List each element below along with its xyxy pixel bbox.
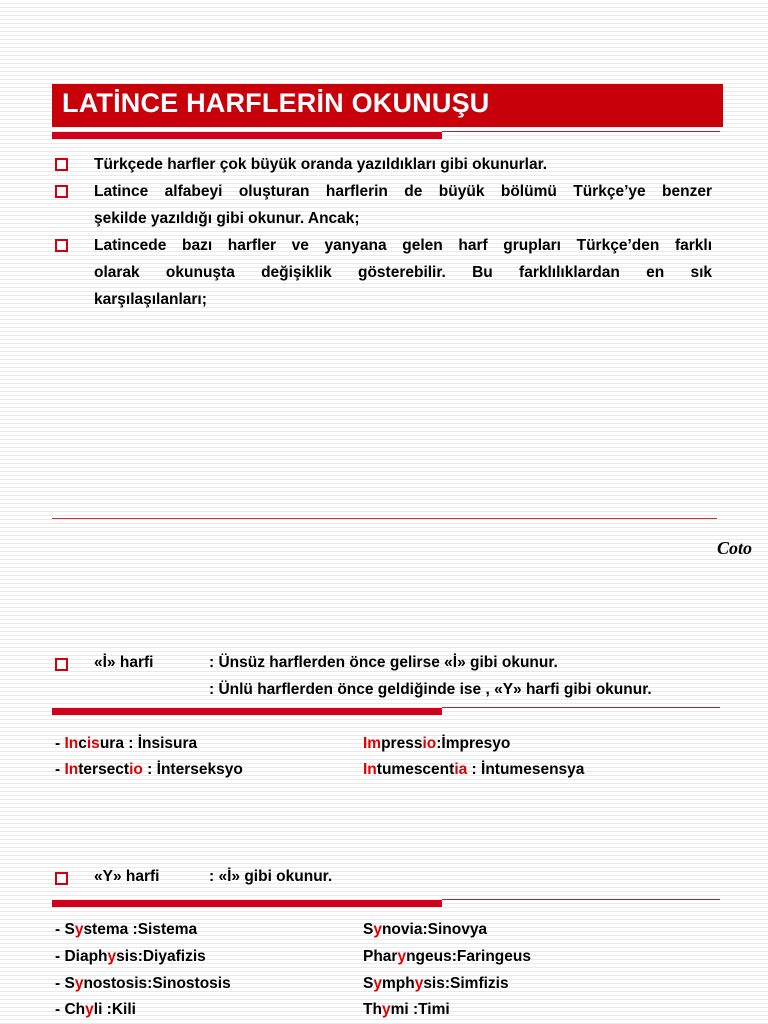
title-underline-red [52, 132, 442, 139]
bullet-square-icon [55, 239, 68, 252]
y-rule-underline-thin [442, 899, 720, 900]
bullet-square-icon [55, 158, 68, 171]
title-underline-thin [442, 131, 720, 132]
slide-divider [52, 518, 717, 519]
y-example-right-1: Synovia:Sinovya [363, 921, 488, 938]
page-title: LATİNCE HARFLERİN OKUNUŞU [62, 88, 490, 118]
i-example-left-2: - Intersectio : İnterseksyo [55, 761, 243, 778]
y-example-left-1: - Systema :Sistema [55, 921, 198, 938]
i-rule-label: «İ» harfi [94, 654, 154, 671]
bullet-square-icon [55, 185, 68, 198]
y-example-left-3: - Synostosis:Sinostosis [55, 975, 231, 992]
bullet-text-2: Latince alfabeyi oluşturan harflerin de büyük bölümü Türkçe’ye benzer şekilde yazıldığı gibi okunur. Ancak; [94, 183, 712, 227]
y-example-right-4: Thymi :Timi [363, 1001, 450, 1018]
i-rule-line-1: : Ünsüz harflerden önce gelirse «İ» gibi okunur. [209, 654, 558, 671]
y-example-left-4: - Chyli :Kili [55, 1001, 136, 1018]
i-rule-underline-thin [442, 707, 720, 708]
watermark: Coto [717, 538, 753, 558]
bullet-square-icon [55, 658, 68, 671]
bullet-text-1: Türkçede harfler çok büyük oranda yazıldıkları gibi okunurlar. [94, 156, 548, 173]
i-example-left-1: - Incisura : İnsisura [55, 735, 198, 752]
y-example-right-2: Pharyngeus:Faringeus [363, 948, 531, 965]
y-example-right-3: Symphysis:Simfizis [363, 975, 509, 992]
i-example-right-2: Intumescentia : İntumesensya [363, 761, 585, 778]
i-rule-underline-red [52, 708, 442, 715]
i-rule-line-2: : Ünlü harflerden önce geldiğinde ise , «Y» harfi gibi okunur. [209, 681, 652, 698]
i-example-right-1: Impressio:İmpresyo [363, 735, 511, 752]
bullet-square-icon [55, 872, 68, 885]
bullet-text-3: Latincede bazı harfler ve yanyana gelen harf grupları Türkçe’den farklı olarak okunuşta değişiklik gösterebilir. Bu farklılıklardan en sık karşılaşılanları; [94, 237, 712, 308]
y-example-left-2: - Diaphysis:Diyafizis [55, 948, 206, 965]
y-rule-underline-red [52, 900, 442, 907]
y-rule-label: «Y» harfi [94, 868, 160, 885]
y-rule-text: : «İ» gibi okunur. [209, 868, 333, 885]
